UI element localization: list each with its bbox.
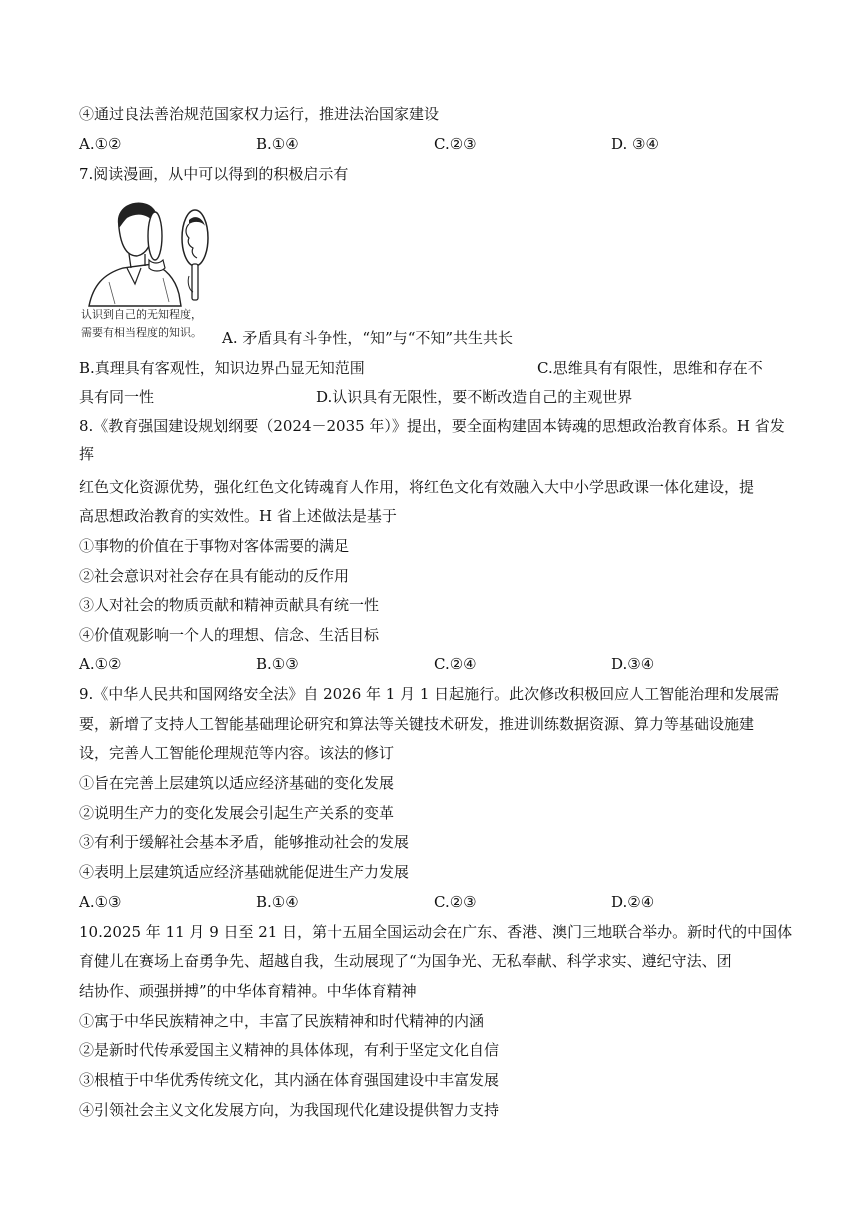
q8-item-2: ②社会意识对社会存在具有能动的反作用 — [79, 567, 350, 585]
q7-option-b: B.真理具有客观性，知识边界凸显无知范围 — [79, 359, 365, 377]
q10-item-1: ①寓于中华民族精神之中，丰富了民族精神和时代精神的内涵 — [79, 1012, 485, 1030]
q10-stem-line-1: 10.2025 年 11 月 9 日至 21 日，第十五届全国运动会在广东、香港、澳门三地联合举办。新时代的中国体 — [79, 923, 793, 941]
q8-stem-line-2: 挥 — [79, 445, 95, 463]
q8-item-3: ③人对社会的物质贡献和精神贡献具有统一性 — [79, 596, 380, 614]
comic-caption-line-2: 需要有相当程度的知识。 — [81, 326, 202, 339]
comic-caption-line-1: 认识到自己的无知程度， — [81, 308, 202, 321]
q9-stem-line-1: 9.《中华人民共和国网络安全法》自 2026 年 1 月 1 日起施行。此次修改积极回应人工智能治理和发展需 — [79, 685, 780, 703]
q9-item-2: ②说明生产力的变化发展会引起生产关系的变革 — [79, 804, 395, 822]
q9-item-4: ④表明上层建筑适应经济基础就能促进生产力发展 — [79, 863, 410, 881]
q8-option-a: A.①② — [79, 655, 122, 673]
man-with-mirror-icon — [79, 198, 229, 308]
q7-option-a: A. 矛盾具有斗争性，“知”与“不知”共生共长 — [222, 329, 514, 347]
q6-option-d: D. ③④ — [611, 135, 659, 153]
q8-option-c: C.②④ — [434, 655, 477, 673]
q6-option-b: B.①④ — [256, 135, 299, 153]
q10-stem-line-2: 育健儿在赛场上奋勇争先、超越自我，生动展现了“为国争光、无私奉献、科学求实、遵纪守法、团 — [79, 952, 732, 970]
q10-item-3: ③根植于中华优秀传统文化，其内涵在体育强国建设中丰富发展 — [79, 1071, 500, 1089]
q10-item-4: ④引领社会主义文化发展方向，为我国现代化建设提供智力支持 — [79, 1101, 500, 1119]
q9-option-d: D.②④ — [611, 893, 655, 911]
q7-option-d: D.认识具有无限性，要不断改造自己的主观世界 — [316, 388, 633, 406]
q9-option-c: C.②③ — [434, 893, 477, 911]
q9-item-3: ③有利于缓解社会基本矛盾，能够推动社会的发展 — [79, 833, 410, 851]
q8-stem-line-1: 8.《教育强国建设规划纲要（2024－2035 年）》提出，要全面构建固本铸魂的思想政治教育体系。H 省发 — [79, 417, 785, 435]
q9-item-1: ①旨在完善上层建筑以适应经济基础的变化发展 — [79, 774, 395, 792]
q8-option-b: B.①③ — [256, 655, 299, 673]
q9-option-b: B.①④ — [256, 893, 299, 911]
q8-item-1: ①事物的价值在于事物对客体需要的满足 — [79, 537, 350, 555]
q9-option-a: A.①③ — [79, 893, 122, 911]
q8-item-4: ④价值观影响一个人的理想、信念、生活目标 — [79, 626, 380, 644]
q7-stem: 7.阅读漫画，从中可以得到的积极启示有 — [79, 165, 349, 183]
q8-stem-line-4: 高思想政治教育的实效性。H 省上述做法是基于 — [79, 507, 397, 525]
q6-option-c: C.②③ — [434, 135, 477, 153]
q8-stem-line-3: 红色文化资源优势，强化红色文化铸魂育人作用，将红色文化有效融入大中小学思政课一体化建设，提 — [79, 478, 755, 496]
q10-stem-line-3: 结协作、顽强拼搏”的中华体育精神。中华体育精神 — [79, 982, 417, 1000]
q6-item-4: ④通过良法善治规范国家权力运行，推进法治国家建设 — [79, 105, 440, 123]
q10-item-2: ②是新时代传承爱国主义精神的具体体现，有利于坚定文化自信 — [79, 1041, 500, 1059]
q6-option-a: A.①② — [79, 135, 122, 153]
q7-option-c-part-2: 具有同一性 — [79, 388, 155, 406]
q9-stem-line-2: 要，新增了支持人工智能基础理论研究和算法等关键技术研发，推进训练数据资源、算力等基础设施建 — [79, 715, 755, 733]
q9-stem-line-3: 设，完善人工智能伦理规范等内容。该法的修订 — [79, 744, 395, 762]
q8-option-d: D.③④ — [611, 655, 655, 673]
q7-option-c-part-1: C.思维具有有限性，思维和存在不 — [537, 359, 763, 377]
